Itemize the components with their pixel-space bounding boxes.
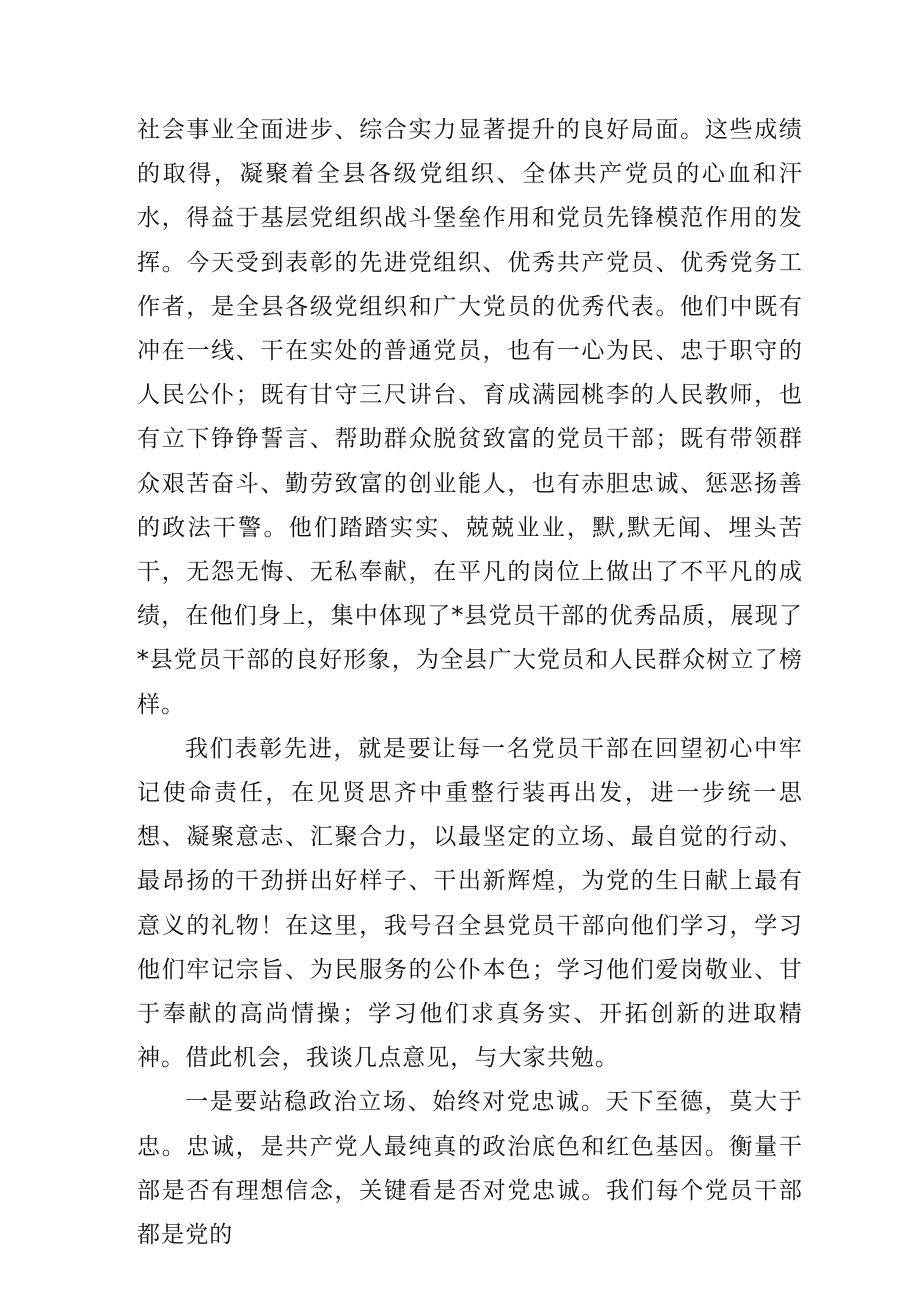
document-body	[137, 108, 803, 1257]
paragraph-commendation: 我们表彰先进，就是要让每一名党员干部在回望初心中牢记使命责任，在见贤思齐中重整行装再出发，进一步统一思想、凝聚意志、汇聚合力，以最坚定的立场、最自觉的行动、最昂扬的干劲拼出好样子、干出新辉煌，为党的生日献上最有意义的礼物！在这里，我号召全县党员干部向他们学习，学习他们牢记宗旨、为民服务的公仆本色；学习他们爱岗敬业、甘于奉献的高尚情操；学习他们求真务实、开拓创新的进取精神。借此机会，我谈几点意见，与大家共勉。	[137, 735, 803, 1072]
paragraph-continuation: 社会事业全面进步、综合实力显著提升的良好局面。这些成绩的取得，凝聚着全县各级党组织、全体共产党员的心血和汗水，得益于基层党组织战斗堡垒作用和党员先锋模范作用的发挥。今天受到表彰的先进党组织、优秀共产党员、优秀党务工作者，是全县各级党组织和广大党员的优秀代表。他们中既有冲在一线、干在实处的普通党员，也有一心为民、忠于职守的人民公仆；既有甘守三尺讲台、育成满园桃李的人民教师，也有立下铮铮誓言、帮助群众脱贫致富的党员干部；既有带领群众艰苦奋斗、勤劳致富的创业能人，也有赤胆忠诚、惩恶扬善的政法干警。他们踏踏实实、兢兢业业，默,默无闻、埋头苦干，无怨无悔、无私奉献，在平凡的岗位上做出了不平凡的成绩，在他们身上，集中体现了*县党员干部的优秀品质，展现了*县党员干部的良好形象，为全县广大党员和人民群众树立了榜样。	[137, 117, 803, 718]
paragraph-point-one: 一是要站稳政治立场、始终对党忠诚。天下至德，莫大于忠。忠诚，是共产党人最纯真的政治底色和红色基因。衡量干部是否有理想信念，关键看是否对党忠诚。我们每个党员干部都是党的	[137, 1089, 803, 1249]
